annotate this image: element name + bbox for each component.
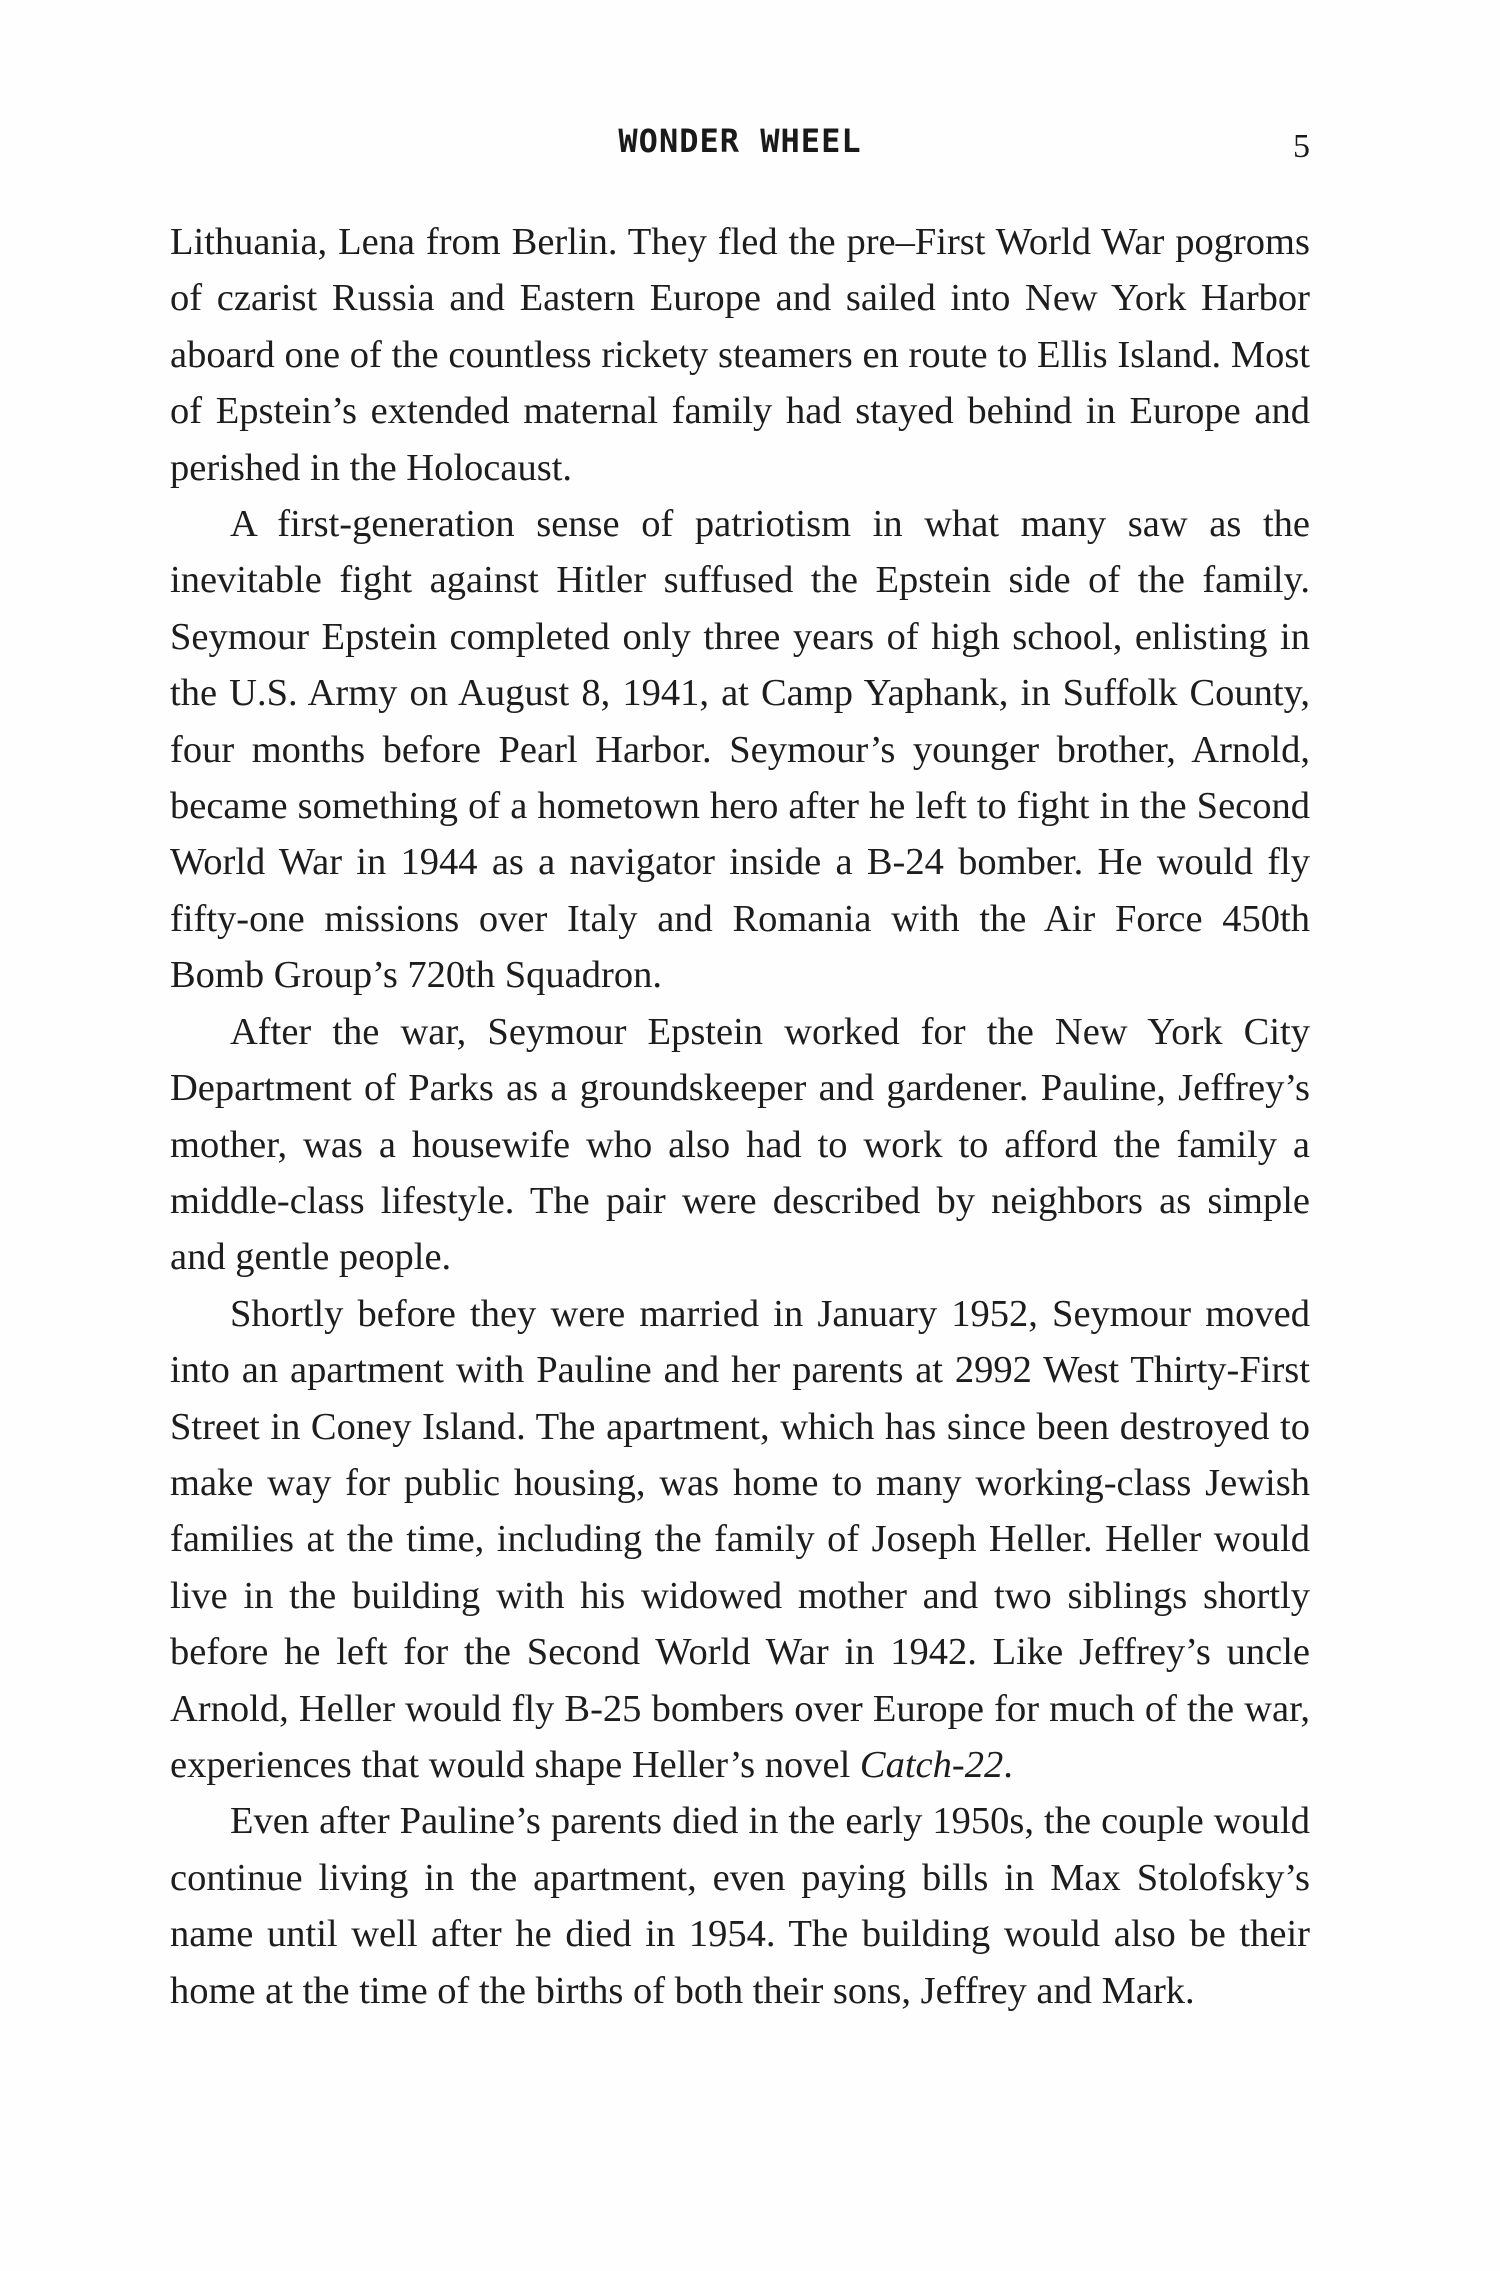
body-text — [170, 214, 1310, 2019]
running-title: WONDER WHEEL — [618, 122, 862, 160]
book-title-catch-22: Catch-22 — [859, 1743, 1004, 1786]
paragraph-3: After the war, Seymour Epstein worked for the New York City Department of Parks as a groundskeeper and gardener. Pauline, Jeffrey’s mother, was a housewife who also had to work to afford the family a middle-class lifestyle. The pair were described by neighbors as simple and gentle people. — [170, 1010, 1310, 1279]
page-number: 5 — [1293, 128, 1310, 165]
paragraph-4-text: Shortly before they were married in January 1952, Seymour moved into an apartment with Pauline and her parents at 2992 West Thirty-First Street in Coney Island. The apartment, which has since been destroyed to make way for public housing, was home to many working-class Jewish families at the time, including the family of Joseph Heller. Heller would live in the building with his widowed mother and two siblings shortly before he left for the Second World War in 1942. Like Jeffrey’s uncle Arnold, Heller would fly B-25 bombers over Europe for much of the war, experiences that would shape Heller’s novel — [170, 1292, 1310, 1786]
paragraph-5: Even after Pauline’s parents died in the early 1950s, the couple would continue living in the apartment, even paying bills in Max Stolofsky’s name until well after he died in 1954. The building would also be their home at the time of the births of both their sons, Jeffrey and Mark. — [170, 1800, 1310, 2012]
paragraph-4 — [170, 1286, 1310, 1794]
running-head — [170, 122, 1310, 172]
paragraph-1: Lithuania, Lena from Berlin. They fled the pre–First World War pogroms of czarist Russia and Eastern Europe and sailed into New York Harbor aboard one of the countless rickety steamers en route to Ellis Island. Most of Epstein’s extended maternal family had stayed behind in Europe and perished in the Holocaust. — [170, 221, 1310, 489]
paragraph-4-end: . — [1003, 1743, 1013, 1786]
paragraph-2: A first-generation sense of patriotism in what many saw as the inevitable fight against Hitler suffused the Epstein side of the family. Seymour Epstein completed only three years of high school, enlisting in the U.S. Army on August 8, 1941, at Camp Yaphank, in Suffolk County, four months before Pearl Harbor. Seymour’s younger brother, Arnold, became something of a hometown hero after he left to fight in the Second World War in 1944 as a navigator inside a B-24 bomber. He would fly fifty-one missions over Italy and Romania with the Air Force 450th Bomb Group’s 720th Squadron. — [170, 503, 1310, 997]
